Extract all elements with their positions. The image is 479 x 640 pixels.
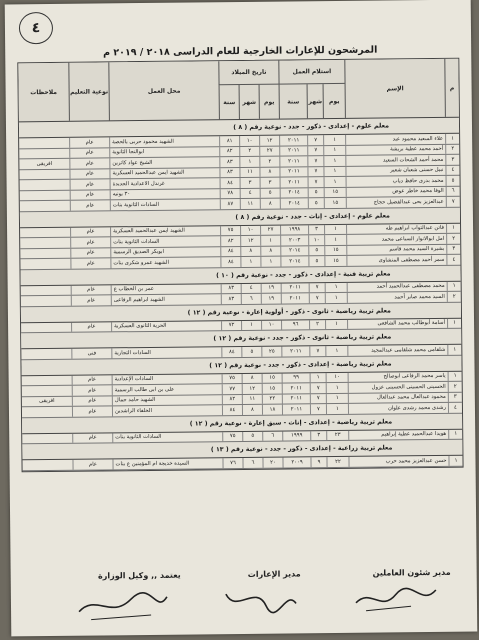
cell-hm: ٧ xyxy=(307,167,323,177)
cell-work: على بن ابى طالب الرسمية xyxy=(112,384,222,395)
header-workplace: محل العمل xyxy=(108,61,219,120)
cell-name: فاتن عبدالتواب ابراهيم طه xyxy=(346,223,446,234)
cell-level: عام xyxy=(70,190,110,200)
cell-work: ابوالنجا الثانوية xyxy=(109,147,219,158)
cell-bm: ١١ xyxy=(242,394,262,404)
cell-hd: ١ xyxy=(323,145,345,155)
section-title: معلم تربية رياضية - إعدادى - ذكور - جدد - نوعية رقم ( ١٢ ) xyxy=(21,355,461,376)
signature-footer xyxy=(31,568,452,632)
signature-scribble-loans xyxy=(221,583,301,618)
section-title: معلم تربية رياضية - ثانوى - ذكور - جدد - نوعية رقم ( ١٢ ) xyxy=(21,329,461,350)
cell-notes xyxy=(20,248,70,258)
cell-work: السادات التجارية xyxy=(111,347,221,358)
table-body xyxy=(19,118,463,471)
section-title: معلم تربية رياضية - إعدادى - إناث - سبق إعارة - نوعية رقم ( ١٢ ) xyxy=(22,413,462,434)
cell-name: محمد بدرى حافظ دياب xyxy=(346,176,446,187)
cell-notes xyxy=(20,201,70,211)
cell-hd: ١ xyxy=(326,404,348,414)
cell-work: ابوبكر الصديق الرسمية xyxy=(110,247,220,258)
cell-m: ٤ xyxy=(446,255,460,265)
cell-hy: ٢٠١١ xyxy=(281,346,309,356)
loans-manager-label: مدير الإعارات xyxy=(247,569,301,579)
cell-notes xyxy=(19,148,69,158)
hr-manager-label: مدير شئون العاملين xyxy=(372,567,451,578)
cell-bd: ١٥ xyxy=(262,384,282,394)
cell-hy: ٢٠١١ xyxy=(281,283,309,293)
cell-by: ٨٧ xyxy=(220,199,240,209)
cell-work: السادات الثانوية بنات xyxy=(112,432,222,443)
cell-by: ٧٨ xyxy=(220,189,240,199)
cell-name: الوفا محمد خاطر عوض xyxy=(346,186,446,197)
cell-notes xyxy=(21,285,71,295)
cell-hy: ١٩٩٨ xyxy=(280,225,308,235)
cell-hy: ٢٠١١ xyxy=(279,167,307,177)
cell-level: عام xyxy=(70,200,110,210)
signature-scribble-approve xyxy=(71,585,171,626)
cell-hm: ٥ xyxy=(308,256,324,266)
cell-bm: ٤ xyxy=(240,188,260,198)
cell-work: السيدة خديجة ام المؤمنين ع بنات xyxy=(112,458,222,469)
approval-label: يعتمد ,, وكيل الوزارة xyxy=(97,570,181,581)
cell-bm: ١ xyxy=(239,157,259,167)
cell-hy: ٩٩ xyxy=(282,373,310,383)
cell-level: عام xyxy=(69,137,109,147)
cell-name: السيد محمد صابر أحمد xyxy=(347,292,447,303)
cell-hd: ١ xyxy=(325,293,347,303)
cell-notes xyxy=(20,227,70,237)
cell-level: عام xyxy=(72,459,112,469)
cell-hm: ١٠ xyxy=(308,235,324,245)
cell-hy: ١٩٩٩ xyxy=(282,431,310,441)
cell-m: ٤ xyxy=(445,165,459,175)
cell-by: ٨٣ xyxy=(219,157,239,167)
cell-by: ٧٥ xyxy=(220,226,240,236)
page-number: ٤ xyxy=(19,12,53,44)
cell-level: عام xyxy=(72,433,112,443)
cell-bm: ٨ xyxy=(242,405,262,415)
cell-bd: ٨ xyxy=(260,246,280,256)
cell-work: السادات الإعدادية xyxy=(112,374,222,385)
cell-hd: ١٥ xyxy=(324,187,346,197)
cell-hm: ٧ xyxy=(307,135,323,145)
cell-hy: ٩٦ xyxy=(281,320,309,330)
cell-bm: ٥ xyxy=(241,347,261,357)
signature-scribble-hr xyxy=(351,582,441,617)
cell-hd: ٢٢ xyxy=(326,457,348,467)
cell-m: ١ xyxy=(448,429,462,439)
cell-bm: ١٠ xyxy=(240,225,260,235)
cell-hm: ١ xyxy=(310,373,326,383)
cell-bd: ٦ xyxy=(262,431,282,441)
cell-work: الشهيد ابراهيم الرفاعى xyxy=(111,294,221,305)
cell-by: ٧٧ xyxy=(222,384,242,394)
cell-hd: ١ xyxy=(323,166,345,176)
cell-bm: ١ xyxy=(240,257,260,267)
cell-name: شلقامى محمد شلقامى عبدالمجيد xyxy=(347,345,447,356)
section-title: معلم تربية رياضية - ثانوى - ذكور - أولوية إعارة - نوعية رقم ( ١٢ ) xyxy=(21,302,461,323)
cell-notes xyxy=(20,180,70,190)
cell-name: بشيرة السيد محمد قاسم xyxy=(346,244,446,255)
cell-bd: ١ xyxy=(260,236,280,246)
section-title: معلم علوم - إعدادى - إناث - جدد - نوعية رقم ( ٨ ) xyxy=(20,207,460,228)
cell-hm: ٧ xyxy=(309,346,325,356)
cell-m: ٦ xyxy=(446,186,460,196)
cell-hd: ١٥ xyxy=(324,256,346,266)
cell-level: عام xyxy=(70,248,110,258)
cell-bd: ٥ xyxy=(260,188,280,198)
cell-notes xyxy=(21,349,71,359)
cell-m: ٢ xyxy=(448,382,462,392)
cell-work: غرندل الاعدادية الجديدة xyxy=(110,178,220,189)
cell-bd: ٢٥ xyxy=(261,347,281,357)
cell-bd: ٢٧ xyxy=(260,225,280,235)
cell-notes xyxy=(22,433,72,443)
cell-hd: ١ xyxy=(325,319,347,329)
cell-hm: ٧ xyxy=(307,156,323,166)
cell-hd: ١ xyxy=(326,393,348,403)
cell-by: ٨٤ xyxy=(220,178,240,188)
cell-hy: ٢٠١١ xyxy=(279,135,307,145)
cell-bm: ٦ xyxy=(241,294,261,304)
cell-by: ٨٤ xyxy=(221,347,241,357)
cell-hm: ٣ xyxy=(310,431,326,441)
cell-by: ٧٥ xyxy=(222,373,242,383)
header-birth-year: سنة xyxy=(219,85,239,119)
cell-hm: ٥ xyxy=(308,246,324,256)
cell-by: ٨٤ xyxy=(220,257,240,267)
cell-m: ٧ xyxy=(446,197,460,207)
cell-hd: ١ xyxy=(324,177,346,187)
cell-bd: ٢٧ xyxy=(259,146,279,156)
cell-bd: ١٢ xyxy=(259,136,279,146)
cell-work: الحرية الثانوى العسكرية xyxy=(111,321,221,332)
document-title: المرشحون للإعارات الخارجية للعام الدراسى ٢٠١٨ / ٢٠١٩ م xyxy=(103,44,378,59)
cell-name: امل ابوالانوار السباعى محمد xyxy=(346,234,446,245)
cell-work: الشهيد ايمن عبدالحميد العسكرية xyxy=(109,168,219,179)
cell-bd: ٨ xyxy=(259,167,279,177)
cell-m: ١ xyxy=(446,223,460,233)
cell-m: ١ xyxy=(448,456,462,466)
cell-work: السادات الثانوية بنات xyxy=(110,236,220,247)
cell-bd: ٢٢ xyxy=(262,394,282,404)
cell-hm: ٩ xyxy=(310,457,326,467)
cell-m: ١ xyxy=(447,345,461,355)
section-title: معلم تربية فنية - إعدادى - ذكور - جدد - نوعية رقم ( ١٠ ) xyxy=(20,265,460,286)
cell-m: ٢ xyxy=(447,292,461,302)
cell-m: ١ xyxy=(448,371,462,381)
cell-hy: ٢٠١١ xyxy=(282,404,310,414)
cell-hm: ٧ xyxy=(310,404,326,414)
cell-hy: ٢٠١١ xyxy=(279,146,307,156)
cell-bm: ٨ xyxy=(240,246,260,256)
cell-bm: ٥ xyxy=(242,431,262,441)
cell-hm: ٧ xyxy=(309,283,325,293)
header-name: الإسم xyxy=(344,59,445,118)
cell-notes xyxy=(19,169,69,179)
cell-level: عام xyxy=(71,295,111,305)
cell-by: ٨٢ xyxy=(220,236,240,246)
cell-bd: ٨ xyxy=(260,199,280,209)
cell-m: ١ xyxy=(447,318,461,328)
cell-hy: ٢٠١١ xyxy=(282,394,310,404)
cell-by: ٨٣ xyxy=(221,284,241,294)
cell-bd: ٣ xyxy=(260,178,280,188)
cell-bm: ٤ xyxy=(241,283,261,293)
cell-work: الشهيد محمود حربى بالحصة xyxy=(109,136,219,147)
cell-bd: ١٨ xyxy=(262,405,282,415)
cell-m: ٢ xyxy=(446,234,460,244)
cell-hm: ٧ xyxy=(309,293,325,303)
header-education-type: نوعية التعليم xyxy=(68,62,109,120)
cell-name: محمود عبدالعال محمد عبدالعال xyxy=(348,392,448,403)
cell-m: ٣ xyxy=(448,392,462,402)
cell-bd: ١ xyxy=(260,257,280,267)
cell-name: حسن عبدالعزيز محمد حرب xyxy=(348,456,448,467)
cell-notes xyxy=(22,407,72,417)
cell-hy: ٢٠١١ xyxy=(280,177,308,187)
cell-bm: ١١ xyxy=(239,167,259,177)
cell-hy: ٢٠٠٩ xyxy=(282,457,310,467)
cell-work: ٣٠ يونيه xyxy=(110,189,220,200)
header-hire-date: استلام العمل xyxy=(278,60,344,85)
cell-bm: ١٢ xyxy=(240,236,260,246)
header-hire-year: سنة xyxy=(279,84,307,118)
cell-level: عام xyxy=(72,406,112,416)
cell-by: ٨٤ xyxy=(222,405,242,415)
cell-name: هويدا عبدالحميد عطية إبراهيم xyxy=(348,429,448,440)
cell-level: عام xyxy=(72,385,112,395)
cell-name: الحسينى الحسينى الحسينى عزول xyxy=(348,382,448,393)
cell-m: ٥ xyxy=(446,176,460,186)
cell-bd: ٢٠ xyxy=(262,458,282,468)
cell-work: الشيخ عواد كاترين xyxy=(109,157,219,168)
cell-hd: ١ xyxy=(326,383,348,393)
header-birth-date: تاريخ الميلاد xyxy=(218,61,278,86)
cell-notes: افريقى xyxy=(39,398,55,405)
cell-bm: ١٠ xyxy=(239,136,259,146)
cell-by: ٨٢ xyxy=(219,147,239,157)
cell-name: عبدالعزيز بحى عبدالفضيل حجاج xyxy=(346,197,446,208)
cell-level: عام xyxy=(70,258,110,268)
cell-bm: ٨ xyxy=(242,373,262,383)
cell-hd: ١ xyxy=(324,235,346,245)
cell-m: ١ xyxy=(445,134,459,144)
document-sheet xyxy=(5,0,478,636)
cell-m: ٣ xyxy=(446,244,460,254)
cell-by: ٨٢ xyxy=(222,394,242,404)
cell-m: ٤ xyxy=(448,403,462,413)
cell-notes: افريقى xyxy=(36,160,53,167)
cell-name: أسامة أبوطالب محمد الشافعى xyxy=(347,318,447,329)
cell-hy: ٢٠١٤ xyxy=(280,256,308,266)
cell-bm: ١ xyxy=(241,320,261,330)
cell-level: عام xyxy=(69,148,109,158)
cell-bd: ١٩ xyxy=(261,294,281,304)
cell-by: ٧٥ xyxy=(222,431,242,441)
cell-hm: ٥ xyxy=(308,198,324,208)
cell-hm: ٥ xyxy=(308,188,324,198)
cell-level: عام xyxy=(70,237,110,247)
header-birth-month: شهر xyxy=(239,85,259,119)
cell-hd: ١ xyxy=(323,156,345,166)
cell-hm: ٢ xyxy=(309,320,325,330)
cell-name: رشدى محمد رشدى علوان xyxy=(348,403,448,414)
cell-level: عام xyxy=(70,227,110,237)
cell-hy: ٢٠١٤ xyxy=(280,198,308,208)
cell-bm: ١١ xyxy=(240,199,260,209)
cell-hd: ١٥ xyxy=(324,198,346,208)
cell-notes xyxy=(20,190,70,200)
cell-by: ٨١ xyxy=(219,136,239,146)
cell-bm: ٦ xyxy=(242,458,262,468)
cell-name: محمد مصطفى عبدالحميد أحمد xyxy=(347,281,447,292)
cell-bd: ١٥ xyxy=(262,373,282,383)
header-hire-day: يوم xyxy=(323,84,345,118)
cell-level: عام xyxy=(69,169,109,179)
cell-hy: ٢٠٠٣ xyxy=(280,235,308,245)
cell-level: عام xyxy=(70,179,110,189)
cell-by: ٨٣ xyxy=(219,168,239,178)
cell-by: ٨٤ xyxy=(220,247,240,257)
header-notes: ملاحظات xyxy=(30,88,58,96)
cell-hd: ١ xyxy=(325,282,347,292)
cell-bd: ١٩ xyxy=(261,283,281,293)
cell-hd: ١ xyxy=(324,224,346,234)
cell-hd: ١٠ xyxy=(326,372,348,382)
section-title: معلم علوم - إعدادى - ذكور - جدد - نوعية رقم ( ٨ ) xyxy=(19,118,459,139)
header-m: م xyxy=(444,59,459,117)
cell-level: عام xyxy=(69,158,109,168)
cell-work: الشهيد ايمن عبدالحميد العسكرية xyxy=(110,226,220,237)
cell-bm: ٣ xyxy=(240,178,260,188)
cell-notes xyxy=(19,138,69,148)
cell-name: أحمد محمد عطية بريشة xyxy=(345,144,445,155)
cell-notes xyxy=(22,386,72,396)
cell-work: الشهيد عمرو شكرى بنات xyxy=(110,257,220,268)
cell-name: سمر أحمد مصطفى المنشاوى xyxy=(346,255,446,266)
cell-bd: ١٠ xyxy=(261,320,281,330)
cell-hm: ٣ xyxy=(308,225,324,235)
cell-hm: ٧ xyxy=(307,146,323,156)
cell-name: محمد أحمد الشحات السعيد xyxy=(345,155,445,166)
cell-hm: ٧ xyxy=(310,394,326,404)
cell-hy: ٢٠١١ xyxy=(282,383,310,393)
cell-name: نبيل حسنى شعبان شعير xyxy=(345,165,445,176)
cell-hm: ٧ xyxy=(308,177,324,187)
cell-hy: ٢٠١٤ xyxy=(280,188,308,198)
cell-m: ٢ xyxy=(445,144,459,154)
cell-level: فنى xyxy=(71,348,111,358)
header-hire-month: شهر xyxy=(307,84,323,118)
cell-m: ٣ xyxy=(445,155,459,165)
cell-notes xyxy=(22,460,72,470)
cell-level: عام xyxy=(71,285,111,295)
candidates-table xyxy=(17,58,463,472)
cell-hd: ١٥ xyxy=(324,245,346,255)
cell-hm: ٧ xyxy=(310,383,326,393)
cell-bm: ٢ xyxy=(239,146,259,156)
cell-work: السادات الثانوية بنات xyxy=(110,199,220,210)
cell-hd: ١ xyxy=(325,346,347,356)
cell-notes xyxy=(20,238,70,248)
cell-hd: ١ xyxy=(323,135,345,145)
cell-work: الشهيد حامد جمال xyxy=(112,395,222,406)
cell-name: ياسر محمد الرفاعى ابوصالح xyxy=(348,371,448,382)
cell-name: علاء السعيد محمود عبد xyxy=(345,134,445,145)
table-header xyxy=(18,59,459,123)
cell-hy: ٢٠١٤ xyxy=(280,246,308,256)
cell-m: ١ xyxy=(447,281,461,291)
cell-by: ٧٢ xyxy=(221,320,241,330)
cell-hy: ٢٠١١ xyxy=(279,156,307,166)
cell-work: عمر بن الخطاب ع xyxy=(111,284,221,295)
cell-hy: ٢٠١١ xyxy=(281,293,309,303)
cell-notes xyxy=(22,375,72,385)
cell-by: ٨٣ xyxy=(221,294,241,304)
cell-level: عام xyxy=(71,322,111,332)
cell-level: عام xyxy=(72,375,112,385)
cell-notes xyxy=(21,322,71,332)
cell-bm: ١٢ xyxy=(242,384,262,394)
cell-level: عام xyxy=(72,396,112,406)
cell-by: ٧٦ xyxy=(222,458,242,468)
section-title: معلم تربية زراعية - إعدادى - ذكور - جدد - نوعية رقم ( ١٣ ) xyxy=(22,440,462,461)
cell-work: الخلفاء الراشدين xyxy=(112,405,222,416)
cell-notes xyxy=(21,296,71,306)
cell-hd: ٢٣ xyxy=(326,430,348,440)
header-birth-day: يوم xyxy=(259,85,279,119)
cell-notes xyxy=(20,259,70,269)
cell-bd: ٢ xyxy=(259,157,279,167)
